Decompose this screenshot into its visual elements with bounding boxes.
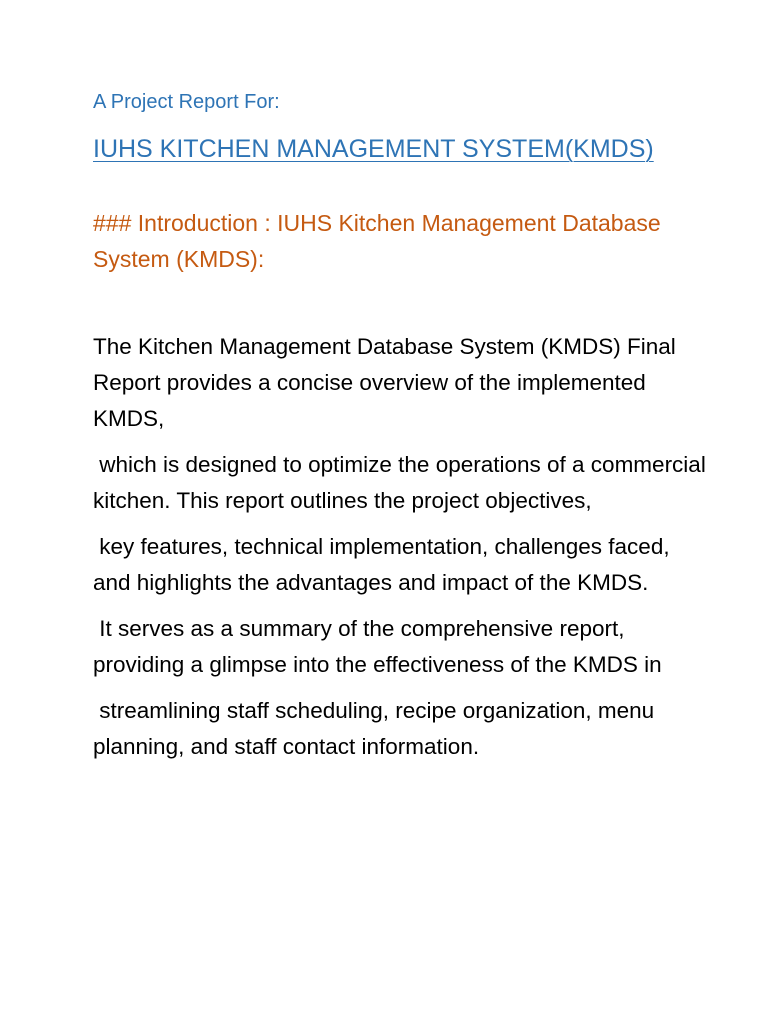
paragraph: streamlining staff scheduling, recipe organization, menu planning, and staff contact information. xyxy=(93,698,661,759)
report-subtitle: A Project Report For: xyxy=(93,91,280,113)
paragraph: key features, technical implementation, challenges faced, and highlights the advantages and impact of the KMDS. xyxy=(93,534,676,595)
report-title: IUHS KITCHEN MANAGEMENT SYSTEM(KMDS) xyxy=(93,135,654,163)
paragraph: which is designed to optimize the operations of a commercial kitchen. This report outlines the project objectives, xyxy=(93,452,713,513)
paragraph: It serves as a summary of the comprehensive report, providing a glimpse into the effectiveness of the KMDS in xyxy=(93,616,662,677)
introduction-heading: ### Introduction : IUHS Kitchen Management Database System (KMDS): xyxy=(93,210,661,272)
introduction-body xyxy=(93,329,713,775)
paragraph: The Kitchen Management Database System (KMDS) Final Report provides a concise overview of the implemented KMDS, xyxy=(93,334,683,431)
